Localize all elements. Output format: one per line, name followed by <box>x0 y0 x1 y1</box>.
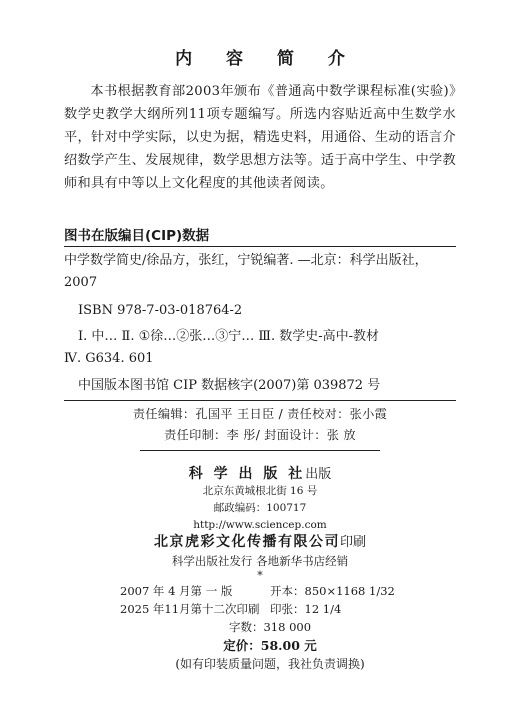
price: 定价：58.00 元 <box>223 638 317 653</box>
publisher-block <box>0 466 520 582</box>
printer-suffix: 印刷 <box>339 535 366 550</box>
cip-subjects-line: Ⅰ. 中… Ⅱ. ①徐…②张…③宁… Ⅲ. 数学史-高中-教材 <box>78 329 380 344</box>
word-count: 字数：318 000 <box>228 620 312 634</box>
summary-heading: 内 容 简 介 <box>175 49 359 69</box>
cip-isbn: ISBN 978-7-03-018764-2 <box>78 303 243 318</box>
cip-entry-year: 2007 <box>64 275 98 290</box>
publisher-website: http://www.sciencep.com <box>193 519 327 531</box>
cip-heading: 图书在版编目(CIP)数据 <box>64 228 210 244</box>
publisher-name: 科 学 出 版 社 <box>188 466 306 482</box>
publisher-suffix: 出版 <box>305 467 332 482</box>
distribution: 科学出版社发行 各地新华书店经销 <box>171 554 349 568</box>
cip-bottom-rule <box>64 400 456 401</box>
format: 开本：850×1168 1/32 <box>270 584 395 598</box>
edition: 2007 年 4 月第 一 版 <box>120 584 233 598</box>
credits <box>64 404 456 446</box>
publisher-postcode: 邮政编码：100717 <box>213 502 307 514</box>
cip-number-block <box>64 375 456 397</box>
summary-paragraph: 本书根据教育部2003年颁布《普通高中数学课程标准(实验)》数学史教学大纲所列11项专题编写。所选内容贴近高中生数学水平，针对中学实际，以史为据，精选史料，用通俗、生动的语言介绍数学产生、发展规律，数学思想方法等。适于高中学生、中学教师和具有中等以上文化程度的其他读者阅读。 <box>64 84 456 191</box>
print-specs <box>120 582 420 673</box>
cip-number: 中国版本图书馆 CIP 数据核字(2007)第 039872 号 <box>78 378 381 393</box>
cip-entry-line: 中学数学简史/徐品方，张红，宁锐编著. —北京：科学出版社， <box>64 253 428 268</box>
printer-name: 北京虎彩文化传播有限公司 <box>153 534 340 550</box>
cip-classification: Ⅳ. G634. 601 <box>64 351 154 366</box>
summary-text <box>64 80 456 195</box>
printing: 2025 年11月第十二次印刷 <box>120 602 260 616</box>
cip-isbn-block <box>64 300 456 322</box>
cip-subjects <box>64 326 456 370</box>
cip-entry <box>64 250 456 294</box>
quality-note: (如有印装质量问题，我社负责调换) <box>175 657 365 671</box>
cip-top-rule <box>64 246 456 247</box>
publisher-address: 北京东黄城根北街 16 号 <box>202 485 318 497</box>
sheets: 印张：12 1/4 <box>270 602 342 616</box>
divider-star: * <box>257 569 263 582</box>
credits-editors: 责任编辑：孔国平 王日臣 / 责任校对：张小霞 <box>132 407 388 421</box>
credits-rule <box>140 450 380 451</box>
credits-production: 责任印制：李 彤/ 封面设计：张 放 <box>164 428 356 442</box>
